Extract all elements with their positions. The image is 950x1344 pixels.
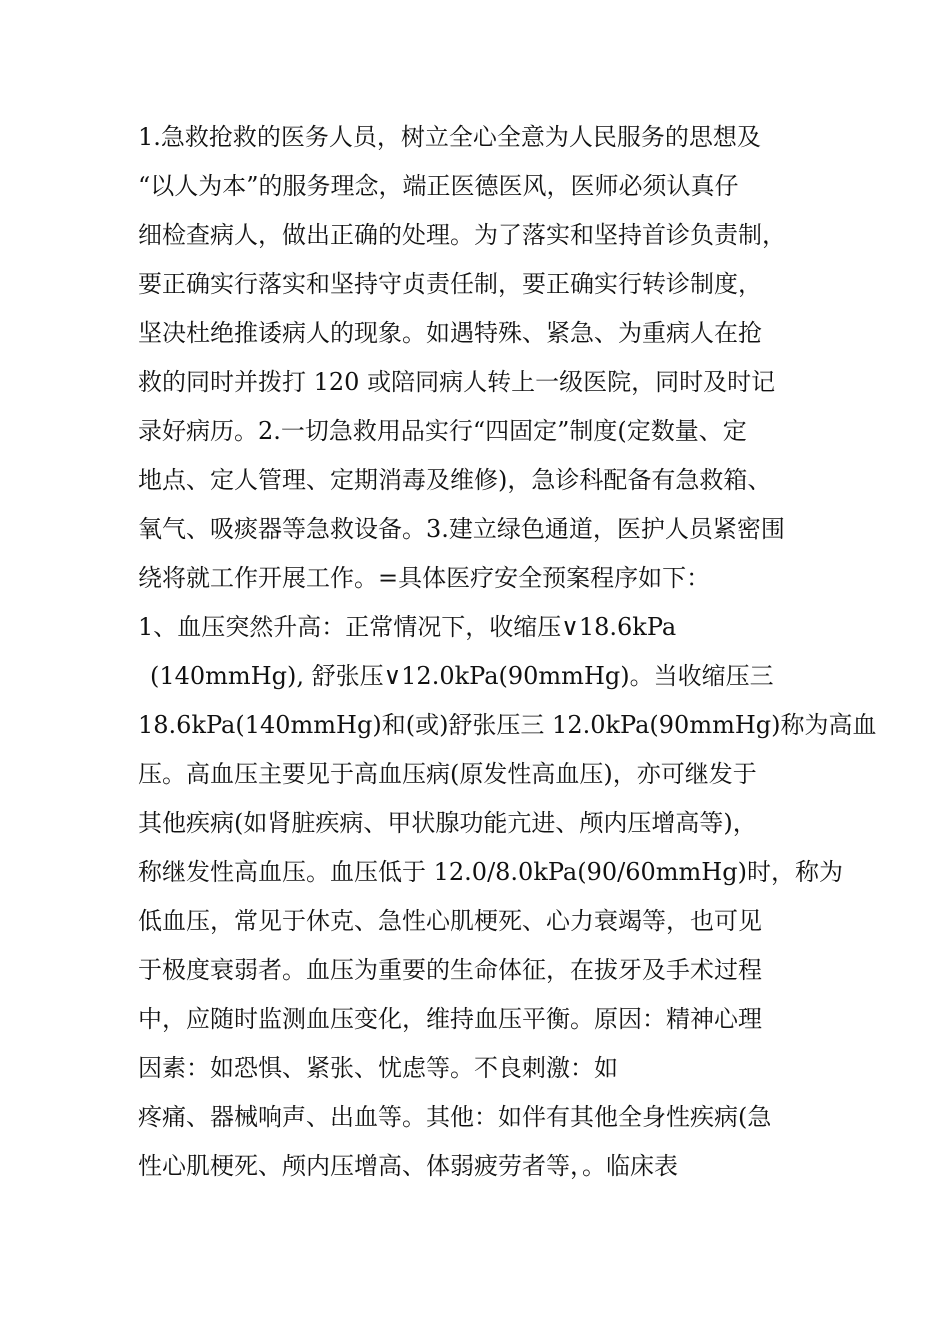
text-line-7: 录好病历。2.一切急救用品实行“四固定”制度(定数量、定 <box>138 417 747 445</box>
text-line-8: 地点、定人管理、定期消毒及维修)，急诊科配备有急救箱、 <box>138 466 772 494</box>
text-line-18: 于极度衰弱者。血压为重要的生命体征，在拔牙及手术过程 <box>138 956 762 984</box>
text-line-20: 因素：如恐惧、紧张、忧虑等。不良刺激：如 <box>138 1054 618 1082</box>
text-line-22: 性心肌梗死、颅内压增高、体弱疲劳者等，。临床表 <box>138 1152 678 1180</box>
text-line-5: 坚决杜绝推诿病人的现象。如遇特殊、紧急、为重病人在抢 <box>138 319 762 347</box>
text-line-4: 要正确实行落实和坚持守贞责任制，要正确实行转诊制度， <box>138 270 762 298</box>
text-line-13: 18.6kPa(140mmHg)和(或)舒张压三 12.0kPa(90mmHg)称为高血 <box>138 711 877 739</box>
text-line-6: 救的同时并拨打 120 或陪同病人转上一级医院，同时及时记 <box>138 368 776 396</box>
text-line-16: 称继发性高血压。血压低于 12.0/8.0kPa(90/60mmHg)时，称为 <box>138 858 843 886</box>
text-line-19: 中，应随时监测血压变化，维持血压平衡。原因：精神心理 <box>138 1005 762 1033</box>
text-line-15: 其他疾病(如肾脏疾病、甲状腺功能亢进、颅内压增高等)， <box>138 809 757 837</box>
text-line-9: 氧气、吸痰器等急救设备。3.建立绿色通道，医护人员紧密围 <box>138 515 785 543</box>
text-line-11: 1、血压突然升高：正常情况下，收缩压∨18.6kPa <box>138 613 677 641</box>
document-body <box>138 113 877 1191</box>
text-line-21: 疼痛、器械响声、出血等。其他：如伴有其他全身性疾病(急 <box>138 1103 772 1131</box>
text-line-12: (140mmHg), 舒张压∨12.0kPa(90mmHg)。当收缩压三 <box>150 662 774 690</box>
text-line-2: “以人为本”的服务理念，端正医德医风，医师必须认真仔 <box>138 172 739 200</box>
text-line-1: 1.急救抢救的医务人员，树立全心全意为人民服务的思想及 <box>138 123 761 151</box>
text-line-3: 细检查病人，做出正确的处理。为了落实和坚持首诊负责制， <box>138 221 786 249</box>
text-line-14: 压。高血压主要见于高血压病(原发性高血压)，亦可继发于 <box>138 760 757 788</box>
text-line-17: 低血压，常见于休克、急性心肌梗死、心力衰竭等，也可见 <box>138 907 762 935</box>
text-line-10: 绕将就工作开展工作。=具体医疗安全预案程序如下： <box>138 564 711 592</box>
